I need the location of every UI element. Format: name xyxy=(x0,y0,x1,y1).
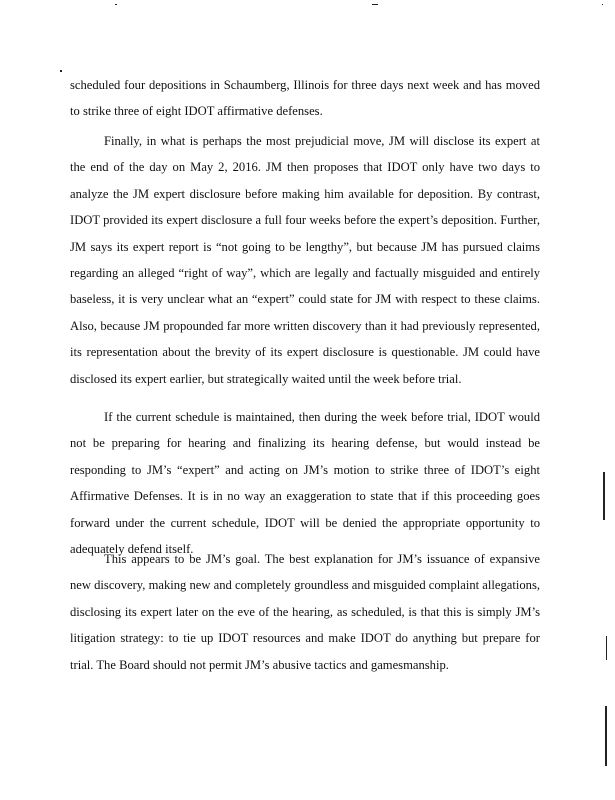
paragraph-text: This appears to be JM’s goal. The best explanation for JM’s issuance of expansive new discovery, making new and completely groundless and misguided complaint allegations, disclosing its expert later on the eve of the hearing, as scheduled, is that this is simply JM’s litigation strategy: to tie up IDOT resources and make IDOT do anything but prepare for trial. The Board should not permit JM’s abusive tactics and gamesmanship. xyxy=(70,552,540,672)
paragraph-text: scheduled four depositions in Schaumberg, Illinois for three days next week and has moved to strike three of eight IDOT affirmative defenses. xyxy=(70,78,540,119)
scan-edge-mark xyxy=(603,472,605,520)
scan-mark xyxy=(372,4,378,5)
paragraph xyxy=(70,128,540,392)
scan-edge-mark xyxy=(605,706,607,766)
paragraph xyxy=(70,72,540,125)
paragraph xyxy=(70,546,540,678)
paragraph-text: If the current schedule is maintained, then during the week before trial, IDOT would not be preparing for hearing and finalizing its hearing defense, but would instead be responding to JM’s “expert” and acting on JM’s motion to strike three of IDOT’s eight Affirmative Defenses. It is in no way an exaggeration to state that if this proceeding goes forward under the current schedule, IDOT will be denied the appropriate opportunity to adequately defend itself. xyxy=(70,410,540,557)
scan-mark xyxy=(115,4,117,5)
paragraph xyxy=(70,404,540,562)
scan-edge-mark xyxy=(606,636,607,660)
scan-dot xyxy=(60,70,62,72)
paragraph-text: Finally, in what is perhaps the most prejudicial move, JM will disclose its expert at the end of the day on May 2, 2016. JM then proposes that IDOT only have two days to analyze the JM expert disclosure before making him available for deposition. By contrast, IDOT provided its expert disclosure a full four weeks before the expert’s deposition. Further, JM says its expert report is “not going to be lengthy”, but because JM has pursued claims regarding an alleged “right of way”, which are legally and factually misguided and entirely baseless, it is very unclear what an “expert” could state for JM with respect to these claims. Also, because JM propounded far more written discovery than it had previously represented, its representation about the brevity of its expert disclosure is questionable. JM could have disclosed its expert earlier, but strategically waited until the week before trial. xyxy=(70,134,540,386)
scan-mark xyxy=(602,4,603,5)
